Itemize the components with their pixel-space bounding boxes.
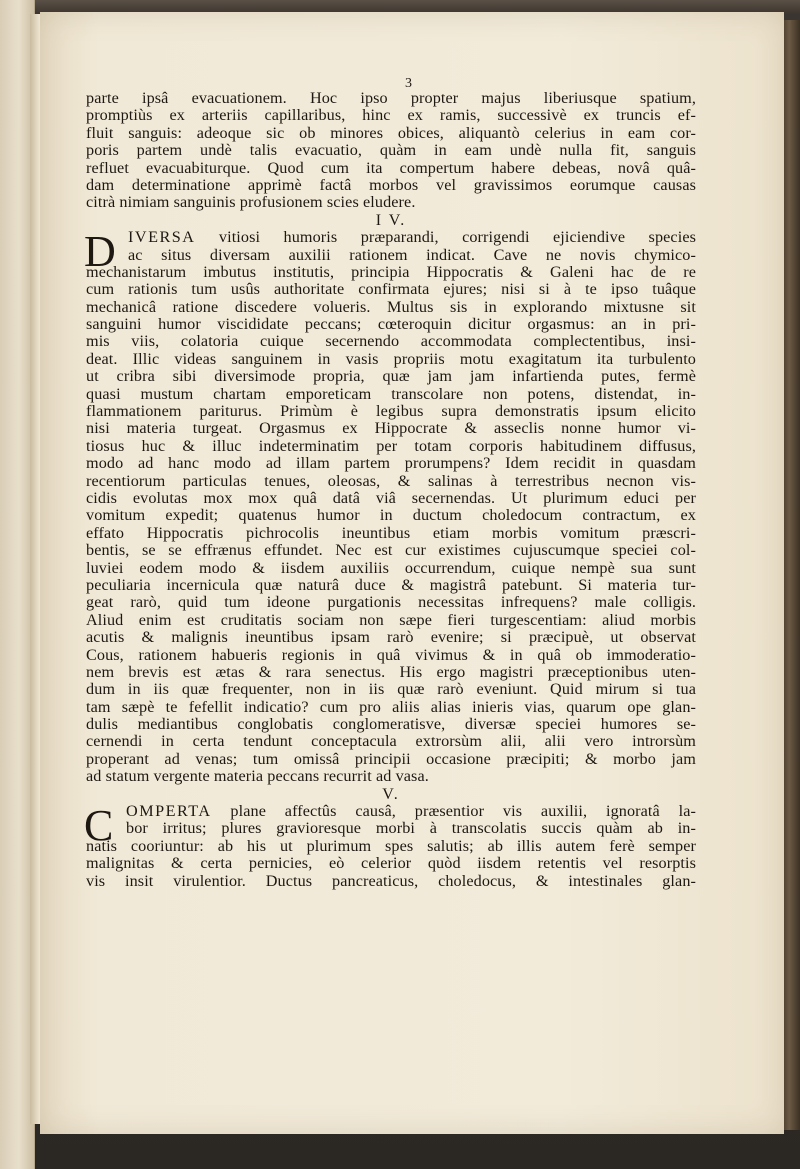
page-number: 3 xyxy=(405,76,412,91)
text-line: dulis mediantibus conglobatis conglomeratisve, diversæ speciei humores se- xyxy=(86,715,696,734)
text-line: deat. Illic videas sanguinem in vasis propriis motu exagitatum ita turbulento xyxy=(86,349,696,368)
text-line: properant ad venas; tum omissâ principii occasione præcipiti; & morbo jam xyxy=(86,749,696,768)
section-heading-iv: I V. xyxy=(375,211,407,229)
drop-cap-d: D xyxy=(84,227,116,277)
text-line: fluit sanguis: adeoque sic ob minores obices, aliquantò celerius in eam cor- xyxy=(86,123,696,142)
text-line: modo ad hanc modo ad illam partem prorumpens? Idem recidit in quasdam xyxy=(86,454,696,473)
text-line: vomitum expedit; quatenus humor in ductum choledocum contractum, ex xyxy=(86,506,696,525)
text-line: bentis, se se effrænus effundet. Nec est cur existimes cujuscumque speciei col- xyxy=(86,541,696,560)
section-iv-paragraph xyxy=(86,229,696,786)
text-line: cum rationis tum usûs authoritate confirmata ejures; nisi si à te ipso tuâque xyxy=(86,280,696,299)
book-page xyxy=(40,12,784,1134)
text-line: nisi materia turgeat. Orgasmus ex Hippocrate & asseclis nonne humor vi- xyxy=(86,419,696,438)
text-line: tam sæpè te fefellit indicatio? cum pro aliis alias inieris vias, quarum ope glan- xyxy=(86,697,696,716)
text-line: nem brevis est ætas & rara senectus. His ergo magistri præceptionibus uten- xyxy=(86,662,696,681)
text-line: mechanicâ ratione discedere volueris. Multus sis in explorando mixtusne sit xyxy=(86,297,696,316)
text-line: Aliud enim est cruditatis sociam non sæpe fieri turgescentiam: aliud morbis xyxy=(86,610,696,629)
text-line: ac situs diversam auxilii rationem indicat. Cave ne novis chymico- xyxy=(128,245,696,264)
text-line: ut cribra sibi diversimode propria, quæ jam jam infartienda putes, fermè xyxy=(86,367,696,386)
text-line: peculiaria incernicula quæ naturâ duce & magistrâ patebunt. Si materia tur- xyxy=(86,575,696,594)
text-segment: vitiosi humoris præparandi, corrigendi ejiciendive species xyxy=(218,228,696,247)
first-word: OMPERTA xyxy=(126,802,212,821)
page-gutter xyxy=(30,14,40,1124)
text-line: effato Hippocratis pichrocolis ineuntibus etiam morbis vomitum præscri- xyxy=(86,523,696,542)
text-line: cernendi in certa tendunt conceptacula extrorsùm alii, alii vero introrsùm xyxy=(86,732,696,751)
text-line: parte ipsâ evacuationem. Hoc ipso propter majus liberiusque spatium, xyxy=(86,89,696,107)
drop-cap-c: C xyxy=(84,801,114,851)
text-line: vis insit virulentior. Ductus pancreaticus, choledocus, & intestinales glan- xyxy=(86,871,696,890)
text-line: poris partem undè talis evacuatio, quàm in eam undè nulla fit, sanguis xyxy=(86,141,696,160)
text-line: ad statum vergente materia peccans recurrit ad vasa. xyxy=(86,767,429,786)
text-line: tiosus huc & illuc indeterminatim per totam corporis habitudinem diffusus, xyxy=(86,436,696,455)
text-line: natis cooriuntur: ab his ut plurimum spes salutis; ab illis autem ferè semper xyxy=(86,836,696,855)
text-line: mechanistarum imbutus institutis, principia Hippocratis & Galeni hac de re xyxy=(86,262,696,281)
text-line: sanguini humor viscididate peccans; cœteroquin dicitur orgasmus: an in pri- xyxy=(86,315,696,334)
section-heading-v: V. xyxy=(382,785,400,803)
text-line: luviei eodem modo & iisdem auxiliis occurrendum, cuique nempè sua sunt xyxy=(86,558,696,577)
text-line: dam determinatione apprimè factâ morbos vel gravissimos eorumque causas xyxy=(86,175,696,194)
text-line: geat rarò, quid tum ideone purgationis necessitas infrequens? male colligis. xyxy=(86,593,696,612)
text-line: dum in iis quæ frequenter, non in iis quæ rarò eveniunt. Quid mirum si tua xyxy=(86,680,696,699)
page-stack-edge xyxy=(782,20,800,1130)
text-line: refluet evacuabiturque. Quod cum ita compertum habere debeas, novâ quâ- xyxy=(86,158,696,177)
text-line xyxy=(86,229,696,246)
text-line: cidis evolutas mox mox quâ datâ viâ secernendas. Ut plurimum educi per xyxy=(86,488,696,507)
text-line: bor irritus; plures gravioresque morbi à transcolatis succis quàm ab in- xyxy=(126,819,696,838)
text-line: flammationem pariturus. Primùm è legibus supra demonstratis ipsum elicito xyxy=(86,402,696,421)
text-line: recentiorum particulas tenues, oleosas, & salinas à terrestribus necnon vis- xyxy=(86,471,696,490)
text-line: quasi mustum chartam emporeticam transcolare non potens, distendat, in- xyxy=(86,384,696,403)
text-line: acutis & malignis ineuntibus ipsam rarò evenire; si præcipuè, ut observat xyxy=(86,628,696,647)
text-line xyxy=(86,803,696,820)
section-v-paragraph xyxy=(86,803,696,890)
text-segment: plane affectûs causâ, præsentior vis auxilii, ignoratâ la- xyxy=(230,802,696,821)
text-line: malignitas & certa pernicies, eò celerior quòd iisdem retentis vel resorptis xyxy=(86,854,696,873)
text-line: promptiùs ex arteriis capillaribus, hinc ex ramis, successivè ex truncis ef- xyxy=(86,106,696,125)
text-line: Cous, rationem habueris regionis in quâ vivimus & in quâ ob immoderatio- xyxy=(86,645,696,664)
text-line: mis viis, colatoria cuique secernendo accommodata complectentibus, insi- xyxy=(86,332,696,351)
first-word: IVERSA xyxy=(128,228,196,247)
text-line: citrà nimiam sanguinis profusionem scies eludere. xyxy=(86,193,416,212)
page-text xyxy=(86,90,696,890)
